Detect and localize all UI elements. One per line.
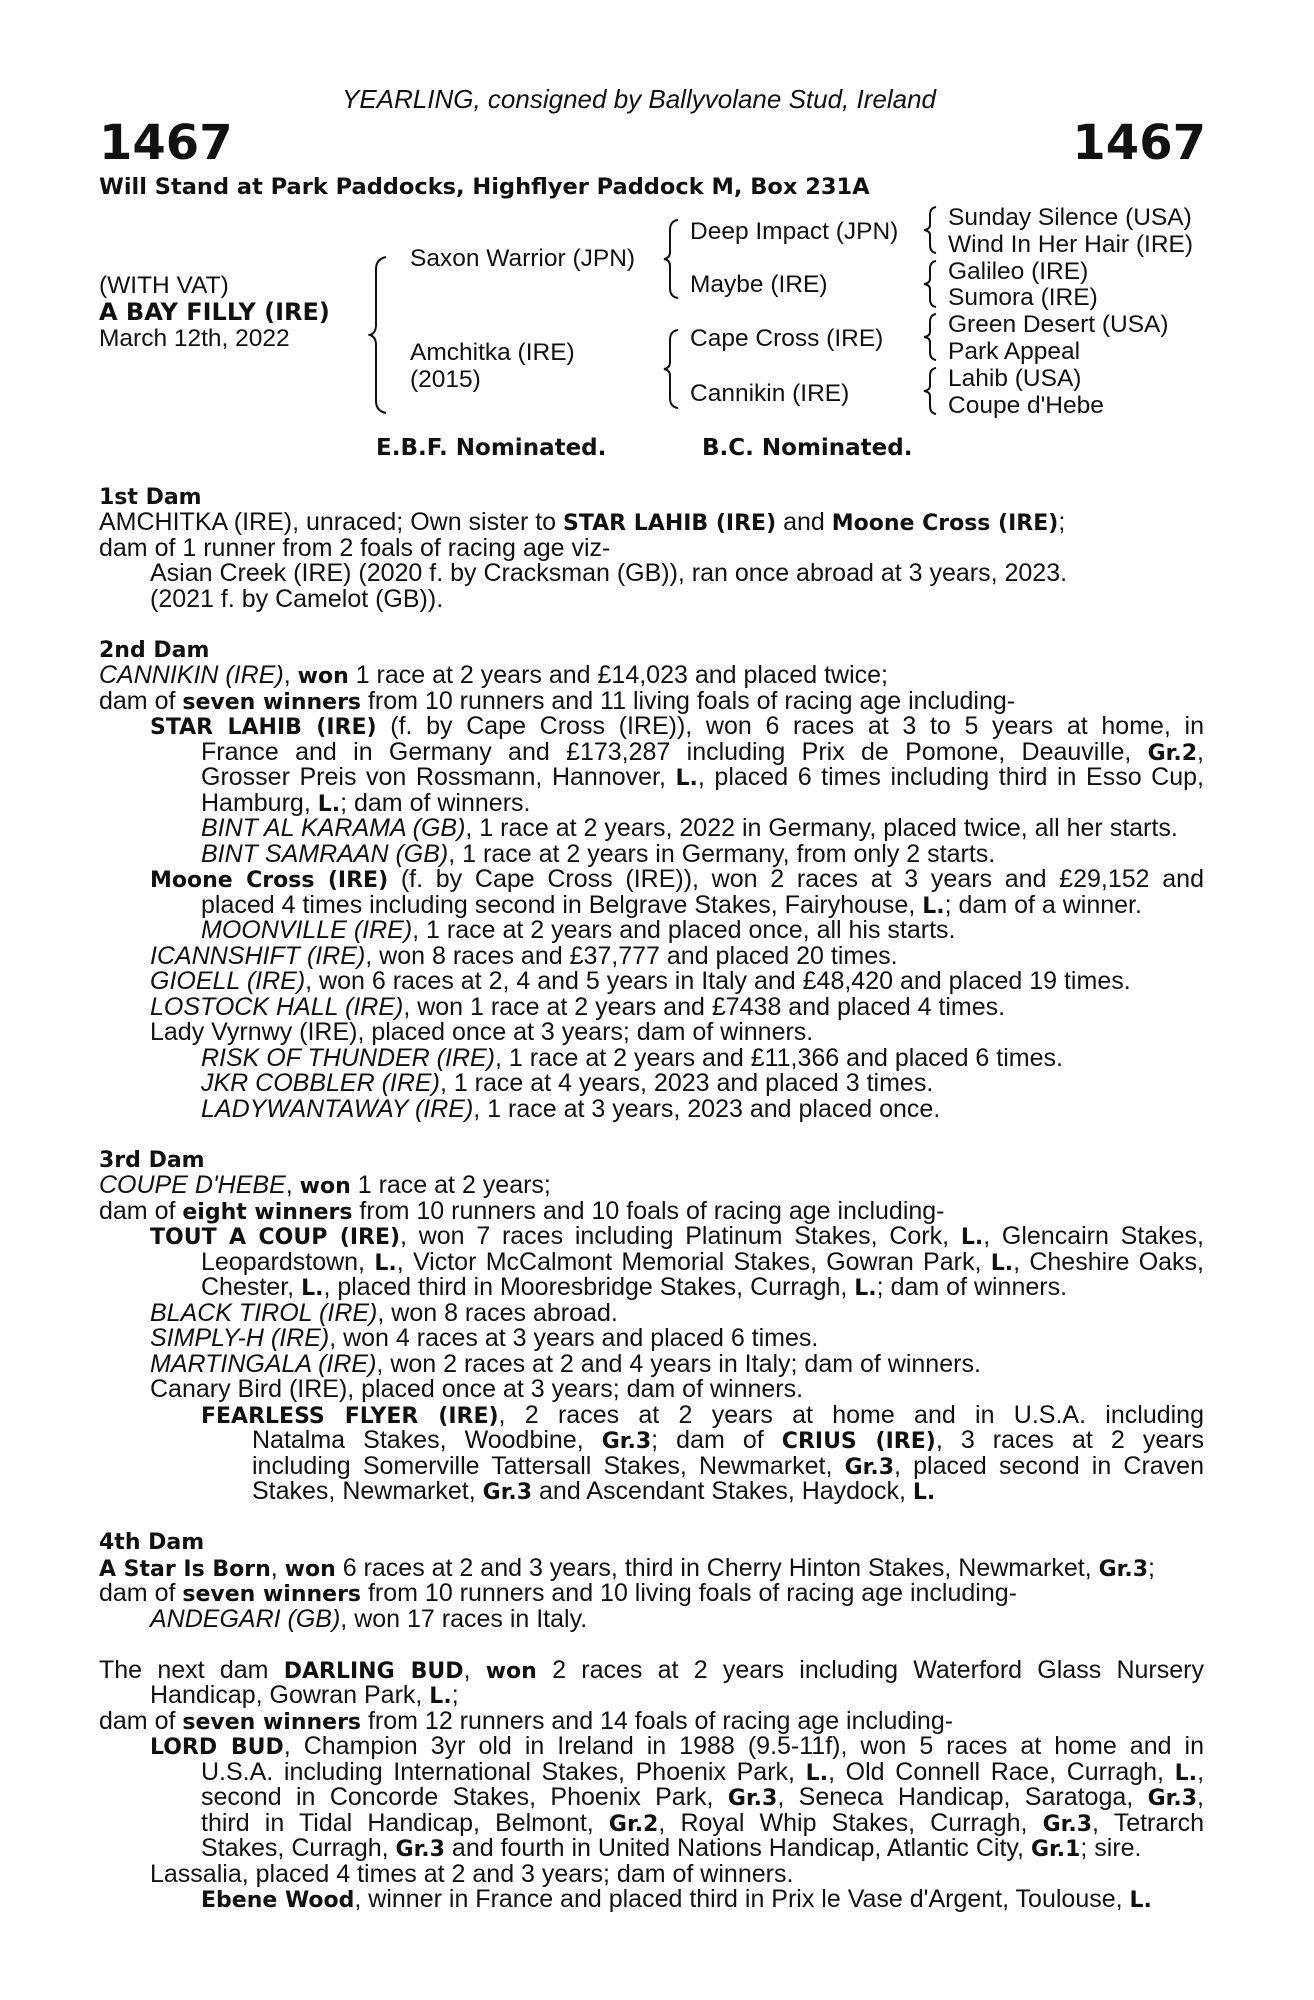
dam1-produce-2: (2021 f. by Camelot (GB)). xyxy=(150,585,444,613)
pedigree-sire-sire: Deep Impact (JPN) xyxy=(690,218,899,245)
dam3-tout-a-coup-2: Leopardstown, L., Victor McCalmont Memorial Stakes, Gowran Park, L., Cheshire Oaks, xyxy=(201,1248,1204,1276)
nextdam-lassalia: Lassalia, placed 4 times at 2 and 3 years; dam of winners. xyxy=(150,1860,794,1888)
dam4-line-1: A Star Is Born, won 6 races at 2 and 3 years, third in Cherry Hinton Stakes, Newmarket, Gr.3; xyxy=(99,1554,1155,1582)
nextdam-ebene-wood: Ebene Wood, winner in France and placed third in Prix le Vase d'Argent, Toulouse, L. xyxy=(201,1885,1152,1913)
dam2-heading: 2nd Dam xyxy=(99,638,210,663)
lot-number-right: 1467 xyxy=(1072,115,1206,171)
pedigree-sire: Saxon Warrior (JPN) xyxy=(410,245,636,272)
pedigree-dam-year: (2015) xyxy=(410,366,481,393)
dam1-line-1: AMCHITKA (IRE), unraced; Own sister to STAR LAHIB (IRE) and Moone Cross (IRE); xyxy=(99,508,1066,536)
dam2-lady-vyrnwy: Lady Vyrnwy (IRE), placed once at 3 years; dam of winners. xyxy=(150,1018,814,1046)
dam3-line-1: COUPE D'HEBE, won 1 race at 2 years; xyxy=(99,1171,551,1199)
dam2-star-lahib-1: STAR LAHIB (IRE) (f. by Cape Cross (IRE)), won 6 races at 3 to 5 years at home, in xyxy=(150,712,1204,740)
dam2-moone-cross-1: Moone Cross (IRE) (f. by Cape Cross (IRE)), won 2 races at 3 years and £29,152 and xyxy=(150,865,1204,893)
pedigree-bracket-main xyxy=(368,255,390,415)
dam3-canary-bird: Canary Bird (IRE), placed once at 3 years; dam of winners. xyxy=(150,1375,804,1403)
dam2-line-2: dam of seven winners from 10 runners and 11 living foals of racing age including- xyxy=(99,687,1016,715)
dam2-star-lahib-3: Grosser Preis von Rossmann, Hannover, L., placed 6 times including third in Esso Cup, xyxy=(201,763,1204,791)
nextdam-lord-bud-5: Stakes, Curragh, Gr.3 and fourth in United Nations Handicap, Atlantic City, Gr.1; sire. xyxy=(201,1834,1142,1862)
pedigree-dam-sire: Cape Cross (IRE) xyxy=(690,325,884,352)
pedigree-g3-6: Park Appeal xyxy=(948,338,1081,365)
dam2-lostock-hall: LOSTOCK HALL (IRE), won 1 race at 2 years and £7438 and placed 4 times. xyxy=(150,993,1006,1021)
nextdam-line-1: The next dam DARLING BUD, won 2 races at 2 years including Waterford Glass Nursery xyxy=(99,1656,1204,1684)
horse-name: A BAY FILLY (IRE) xyxy=(99,298,330,326)
pedigree-g3-2: Wind In Her Hair (IRE) xyxy=(948,231,1194,258)
dam3-tout-a-coup-3: Chester, L., placed third in Mooresbridge Stakes, Curragh, L.; dam of winners. xyxy=(201,1273,1068,1301)
dam2-gioell: GIOELL (IRE), won 6 races at 2, 4 and 5 years in Italy and £48,420 and placed 19 times. xyxy=(150,967,1131,995)
horse-dob: March 12th, 2022 xyxy=(99,325,290,352)
pedigree-g3-4: Sumora (IRE) xyxy=(948,284,1098,311)
pedigree-sire-dam: Maybe (IRE) xyxy=(690,271,828,298)
dam2-bint-samraan: BINT SAMRAAN (GB), 1 race at 2 years in Germany, from only 2 starts. xyxy=(201,840,996,868)
nextdam-line-3: dam of seven winners from 12 runners and 14 foals of racing age including- xyxy=(99,1707,954,1735)
dam3-tout-a-coup-1: TOUT A COUP (IRE), won 7 races including Platinum Stakes, Cork, L., Glencairn Stakes, xyxy=(150,1222,1204,1250)
dam4-heading: 4th Dam xyxy=(99,1530,205,1555)
dam3-simply-h: SIMPLY-H (IRE), won 4 races at 3 years and placed 6 times. xyxy=(150,1324,819,1352)
lot-number-left: 1467 xyxy=(99,115,233,171)
nextdam-lord-bud-1: LORD BUD, Champion 3yr old in Ireland in 1988 (9.5-11f), won 5 races at home and in xyxy=(150,1732,1204,1760)
pedigree-g3-3: Galileo (IRE) xyxy=(948,258,1089,285)
pedigree-dam-dam: Cannikin (IRE) xyxy=(690,380,850,407)
dam1-line-2: dam of 1 runner from 2 foals of racing age viz- xyxy=(99,534,611,562)
pedigree-g3-8: Coupe d'Hebe xyxy=(948,392,1104,419)
dam3-martingala: MARTINGALA (IRE), won 2 races at 2 and 4 years in Italy; dam of winners. xyxy=(150,1350,981,1378)
dam1-produce-1: Asian Creek (IRE) (2020 f. by Cracksman (GB)), ran once abroad at 3 years, 2023. xyxy=(150,559,1068,587)
pedigree-bracket-sire xyxy=(662,218,682,300)
pedigree-g3-5: Green Desert (USA) xyxy=(948,311,1169,338)
dam2-icannshift: ICANNSHIFT (IRE), won 8 races and £37,777 and placed 20 times. xyxy=(150,942,898,970)
pedigree-bracket-g3-3 xyxy=(922,312,940,362)
dam3-fearless-flyer-3: including Somerville Tattersall Stakes, Newmarket, Gr.3, placed second in Craven xyxy=(252,1452,1204,1480)
stand-location: Will Stand at Park Paddocks, Highflyer Paddock M, Box 231A xyxy=(99,174,870,200)
dam2-star-lahib-4: Hamburg, L.; dam of winners. xyxy=(201,789,531,817)
pedigree-bracket-g3-2 xyxy=(922,259,940,309)
dam2-line-1: CANNIKIN (IRE), won 1 race at 2 years and £14,023 and placed twice; xyxy=(99,661,888,689)
dam3-line-2: dam of eight winners from 10 runners and 10 foals of racing age including- xyxy=(99,1197,945,1225)
ebf-nominated: E.B.F. Nominated. xyxy=(376,435,607,461)
nextdam-line-2: Handicap, Gowran Park, L.; xyxy=(150,1681,459,1709)
dam3-fearless-flyer-1: FEARLESS FLYER (IRE), 2 races at 2 years at home and in U.S.A. including xyxy=(201,1401,1204,1429)
vat-label: (WITH VAT) xyxy=(99,272,229,299)
dam2-moone-cross-2: placed 4 times including second in Belgrave Stakes, Fairyhouse, L.; dam of a winner. xyxy=(201,891,1142,919)
dam1-heading: 1st Dam xyxy=(99,485,202,510)
dam4-andegari: ANDEGARI (GB), won 17 races in Italy. xyxy=(150,1605,588,1633)
pedigree-g3-1: Sunday Silence (USA) xyxy=(948,204,1192,231)
dam3-heading: 3rd Dam xyxy=(99,1148,205,1173)
nextdam-lord-bud-2: U.S.A. including International Stakes, Phoenix Park, L., Old Connell Race, Curragh, L., xyxy=(201,1758,1205,1786)
dam3-fearless-flyer-4: Stakes, Newmarket, Gr.3 and Ascendant Stakes, Haydock, L. xyxy=(252,1477,936,1505)
dam2-bint-al-karama: BINT AL KARAMA (GB), 1 race at 2 years, 2022 in Germany, placed twice, all her starts. xyxy=(201,814,1178,842)
dam2-jkr-cobbler: JKR COBBLER (IRE), 1 race at 4 years, 2023 and placed 3 times. xyxy=(201,1069,934,1097)
pedigree-bracket-dam xyxy=(662,328,682,410)
catalogue-header: YEARLING, consigned by Ballyvolane Stud, Ireland xyxy=(342,84,937,114)
nextdam-lord-bud-4: third in Tidal Handicap, Belmont, Gr.2, Royal Whip Stakes, Curragh, Gr.3, Tetrarch xyxy=(201,1809,1205,1837)
dam2-star-lahib-2: France and in Germany and £173,287 including Prix de Pomone, Deauville, Gr.2, xyxy=(201,738,1204,766)
dam4-line-2: dam of seven winners from 10 runners and 10 living foals of racing age including- xyxy=(99,1579,1017,1607)
dam2-moonville: MOONVILLE (IRE), 1 race at 2 years and placed once, all his starts. xyxy=(201,916,956,944)
dam2-risk-of-thunder: RISK OF THUNDER (IRE), 1 race at 2 years and £11,366 and placed 6 times. xyxy=(201,1044,1063,1072)
dam3-black-tirol: BLACK TIROL (IRE), won 8 races abroad. xyxy=(150,1299,618,1327)
pedigree-g3-7: Lahib (USA) xyxy=(948,365,1082,392)
dam3-fearless-flyer-2: Natalma Stakes, Woodbine, Gr.3; dam of CRIUS (IRE), 3 races at 2 years xyxy=(252,1426,1205,1454)
nextdam-lord-bud-3: second in Concorde Stakes, Phoenix Park, Gr.3, Seneca Handicap, Saratoga, Gr.3, xyxy=(201,1783,1204,1811)
pedigree-dam: Amchitka (IRE) xyxy=(410,339,575,366)
dam2-ladywantaway: LADYWANTAWAY (IRE), 1 race at 3 years, 2023 and placed once. xyxy=(201,1095,941,1123)
pedigree-bracket-g3-4 xyxy=(922,366,940,416)
pedigree-bracket-g3-1 xyxy=(922,205,940,255)
bc-nominated: B.C. Nominated. xyxy=(702,435,913,461)
